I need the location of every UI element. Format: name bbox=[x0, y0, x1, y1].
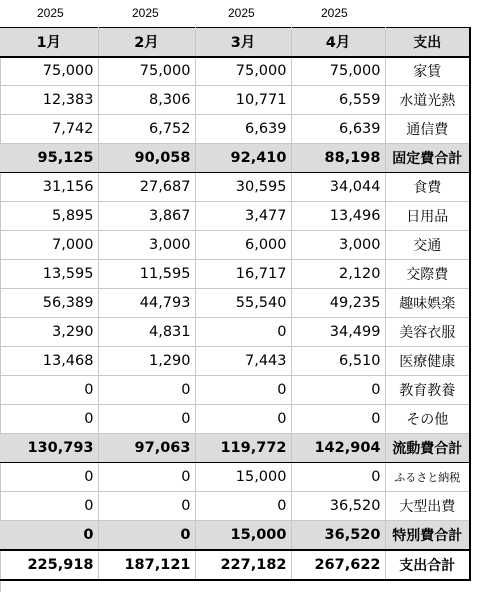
amount-cell-month-1[interactable]: 130,793 bbox=[0, 434, 98, 463]
amount-cell-month-2[interactable]: 27,687 bbox=[98, 173, 195, 202]
year-label-2: 2025 bbox=[132, 6, 159, 20]
amount-cell-month-4[interactable]: 2,120 bbox=[291, 260, 385, 289]
amount-cell-month-1[interactable]: 0 bbox=[0, 376, 98, 405]
category-label-cell[interactable]: 大型出費 bbox=[385, 492, 470, 521]
amount-cell-month-4[interactable]: 34,044 bbox=[291, 173, 385, 202]
year-label-4: 2025 bbox=[321, 6, 348, 20]
amount-cell-month-3[interactable]: 7,443 bbox=[195, 347, 291, 376]
amount-cell-month-1[interactable]: 31,156 bbox=[0, 173, 98, 202]
expense-row bbox=[0, 492, 470, 521]
amount-cell-month-4[interactable]: 0 bbox=[291, 405, 385, 434]
category-label-cell[interactable]: 流動費合計 bbox=[385, 434, 470, 463]
category-label-cell[interactable]: 固定費合計 bbox=[385, 144, 470, 173]
header-month-2[interactable]: 2月 bbox=[98, 28, 195, 57]
amount-cell-month-2[interactable]: 0 bbox=[98, 376, 195, 405]
amount-cell-month-1[interactable]: 13,468 bbox=[0, 347, 98, 376]
category-label-cell[interactable]: 日用品 bbox=[385, 202, 470, 231]
amount-cell-month-2[interactable]: 3,000 bbox=[98, 231, 195, 260]
category-label-cell[interactable]: 交通 bbox=[385, 231, 470, 260]
category-label-cell[interactable]: 家賃 bbox=[385, 57, 470, 86]
amount-cell-month-4[interactable]: 267,622 bbox=[291, 550, 385, 580]
amount-cell-month-4[interactable]: 49,235 bbox=[291, 289, 385, 318]
amount-cell-month-4[interactable]: 6,510 bbox=[291, 347, 385, 376]
amount-cell-month-4[interactable]: 0 bbox=[291, 376, 385, 405]
amount-cell-month-3[interactable]: 0 bbox=[195, 492, 291, 521]
expense-row bbox=[0, 318, 470, 347]
expense-row bbox=[0, 173, 470, 202]
expense-row bbox=[0, 376, 470, 405]
header-month-3[interactable]: 3月 bbox=[195, 28, 291, 57]
amount-cell-month-1[interactable]: 0 bbox=[0, 405, 98, 434]
expense-table bbox=[0, 27, 471, 581]
amount-cell-month-2[interactable]: 4,831 bbox=[98, 318, 195, 347]
category-label-cell[interactable]: 美容衣服 bbox=[385, 318, 470, 347]
amount-cell-month-4[interactable]: 6,639 bbox=[291, 115, 385, 144]
subtotal-row bbox=[0, 434, 470, 463]
amount-cell-month-2[interactable]: 0 bbox=[98, 521, 195, 550]
year-label-1: 2025 bbox=[37, 6, 64, 20]
amount-cell-month-4[interactable]: 36,520 bbox=[291, 521, 385, 550]
amount-cell-month-2[interactable]: 0 bbox=[98, 405, 195, 434]
header-category[interactable]: 支出 bbox=[385, 28, 470, 57]
amount-cell-month-1[interactable]: 5,895 bbox=[0, 202, 98, 231]
category-label-cell[interactable]: 交際費 bbox=[385, 260, 470, 289]
category-label-cell[interactable]: 食費 bbox=[385, 173, 470, 202]
amount-cell-month-3[interactable]: 119,772 bbox=[195, 434, 291, 463]
header-month-4[interactable]: 4月 bbox=[291, 28, 385, 57]
amount-cell-month-2[interactable]: 187,121 bbox=[98, 550, 195, 580]
expense-row bbox=[0, 86, 470, 115]
expense-row bbox=[0, 57, 470, 86]
category-label-cell[interactable]: 教育教養 bbox=[385, 376, 470, 405]
amount-cell-month-1[interactable]: 7,742 bbox=[0, 115, 98, 144]
amount-cell-month-2[interactable]: 8,306 bbox=[98, 86, 195, 115]
amount-cell-month-3[interactable]: 10,771 bbox=[195, 86, 291, 115]
year-row bbox=[0, 0, 480, 27]
expense-row bbox=[0, 405, 470, 434]
category-label-cell[interactable]: 水道光熱 bbox=[385, 86, 470, 115]
amount-cell-month-1[interactable]: 95,125 bbox=[0, 144, 98, 173]
amount-cell-month-2[interactable]: 0 bbox=[98, 492, 195, 521]
amount-cell-month-2[interactable]: 6,752 bbox=[98, 115, 195, 144]
amount-cell-month-1[interactable]: 13,595 bbox=[0, 260, 98, 289]
amount-cell-month-3[interactable]: 6,639 bbox=[195, 115, 291, 144]
amount-cell-month-1[interactable]: 225,918 bbox=[0, 550, 98, 580]
expense-row bbox=[0, 260, 470, 289]
category-label-cell[interactable]: 趣味娯楽 bbox=[385, 289, 470, 318]
header-month-1[interactable]: 1月 bbox=[0, 28, 98, 57]
amount-cell-month-3[interactable]: 92,410 bbox=[195, 144, 291, 173]
amount-cell-month-4[interactable]: 13,496 bbox=[291, 202, 385, 231]
amount-cell-month-2[interactable]: 3,867 bbox=[98, 202, 195, 231]
amount-cell-month-1[interactable]: 56,389 bbox=[0, 289, 98, 318]
amount-cell-month-1[interactable]: 0 bbox=[0, 463, 98, 492]
amount-cell-month-4[interactable]: 34,499 bbox=[291, 318, 385, 347]
amount-cell-month-1[interactable]: 0 bbox=[0, 521, 98, 550]
expense-row bbox=[0, 231, 470, 260]
amount-cell-month-3[interactable]: 0 bbox=[195, 318, 291, 347]
amount-cell-month-3[interactable]: 227,182 bbox=[195, 550, 291, 580]
category-label-cell[interactable]: その他 bbox=[385, 405, 470, 434]
expense-row bbox=[0, 202, 470, 231]
subtotal-row bbox=[0, 521, 470, 550]
amount-cell-month-3[interactable]: 0 bbox=[195, 376, 291, 405]
amount-cell-month-1[interactable]: 7,000 bbox=[0, 231, 98, 260]
amount-cell-month-4[interactable]: 75,000 bbox=[291, 57, 385, 86]
category-label-cell[interactable]: 支出合計 bbox=[385, 550, 470, 580]
expense-row bbox=[0, 115, 470, 144]
amount-cell-month-2[interactable]: 1,290 bbox=[98, 347, 195, 376]
header-row bbox=[0, 28, 470, 57]
amount-cell-month-1[interactable]: 75,000 bbox=[0, 57, 98, 86]
amount-cell-month-4[interactable]: 88,198 bbox=[291, 144, 385, 173]
amount-cell-month-3[interactable]: 15,000 bbox=[195, 521, 291, 550]
amount-cell-month-3[interactable]: 75,000 bbox=[195, 57, 291, 86]
expense-row bbox=[0, 289, 470, 318]
amount-cell-month-4[interactable]: 0 bbox=[291, 463, 385, 492]
amount-cell-month-2[interactable]: 90,058 bbox=[98, 144, 195, 173]
subtotal-row bbox=[0, 144, 470, 173]
category-label-cell[interactable]: ふるさと納税 bbox=[385, 463, 470, 492]
amount-cell-month-1[interactable]: 0 bbox=[0, 492, 98, 521]
amount-cell-month-3[interactable]: 16,717 bbox=[195, 260, 291, 289]
amount-cell-month-2[interactable]: 44,793 bbox=[98, 289, 195, 318]
year-label-3: 2025 bbox=[228, 6, 255, 20]
amount-cell-month-3[interactable]: 0 bbox=[195, 405, 291, 434]
category-label-cell[interactable]: 医療健康 bbox=[385, 347, 470, 376]
grand-total-row bbox=[0, 550, 470, 580]
amount-cell-month-2[interactable]: 97,063 bbox=[98, 434, 195, 463]
amount-cell-month-3[interactable]: 30,595 bbox=[195, 173, 291, 202]
amount-cell-month-2[interactable]: 11,595 bbox=[98, 260, 195, 289]
amount-cell-month-4[interactable]: 142,904 bbox=[291, 434, 385, 463]
amount-cell-month-4[interactable]: 3,000 bbox=[291, 231, 385, 260]
amount-cell-month-2[interactable]: 0 bbox=[98, 463, 195, 492]
amount-cell-month-4[interactable]: 36,520 bbox=[291, 492, 385, 521]
amount-cell-month-3[interactable]: 6,000 bbox=[195, 231, 291, 260]
amount-cell-month-4[interactable]: 6,559 bbox=[291, 86, 385, 115]
amount-cell-month-1[interactable]: 12,383 bbox=[0, 86, 98, 115]
amount-cell-month-2[interactable]: 75,000 bbox=[98, 57, 195, 86]
amount-cell-month-1[interactable]: 3,290 bbox=[0, 318, 98, 347]
category-label-cell[interactable]: 通信費 bbox=[385, 115, 470, 144]
expense-row bbox=[0, 463, 470, 492]
amount-cell-month-3[interactable]: 15,000 bbox=[195, 463, 291, 492]
amount-cell-month-3[interactable]: 3,477 bbox=[195, 202, 291, 231]
amount-cell-month-3[interactable]: 55,540 bbox=[195, 289, 291, 318]
expense-row bbox=[0, 347, 470, 376]
category-label-cell[interactable]: 特別費合計 bbox=[385, 521, 470, 550]
